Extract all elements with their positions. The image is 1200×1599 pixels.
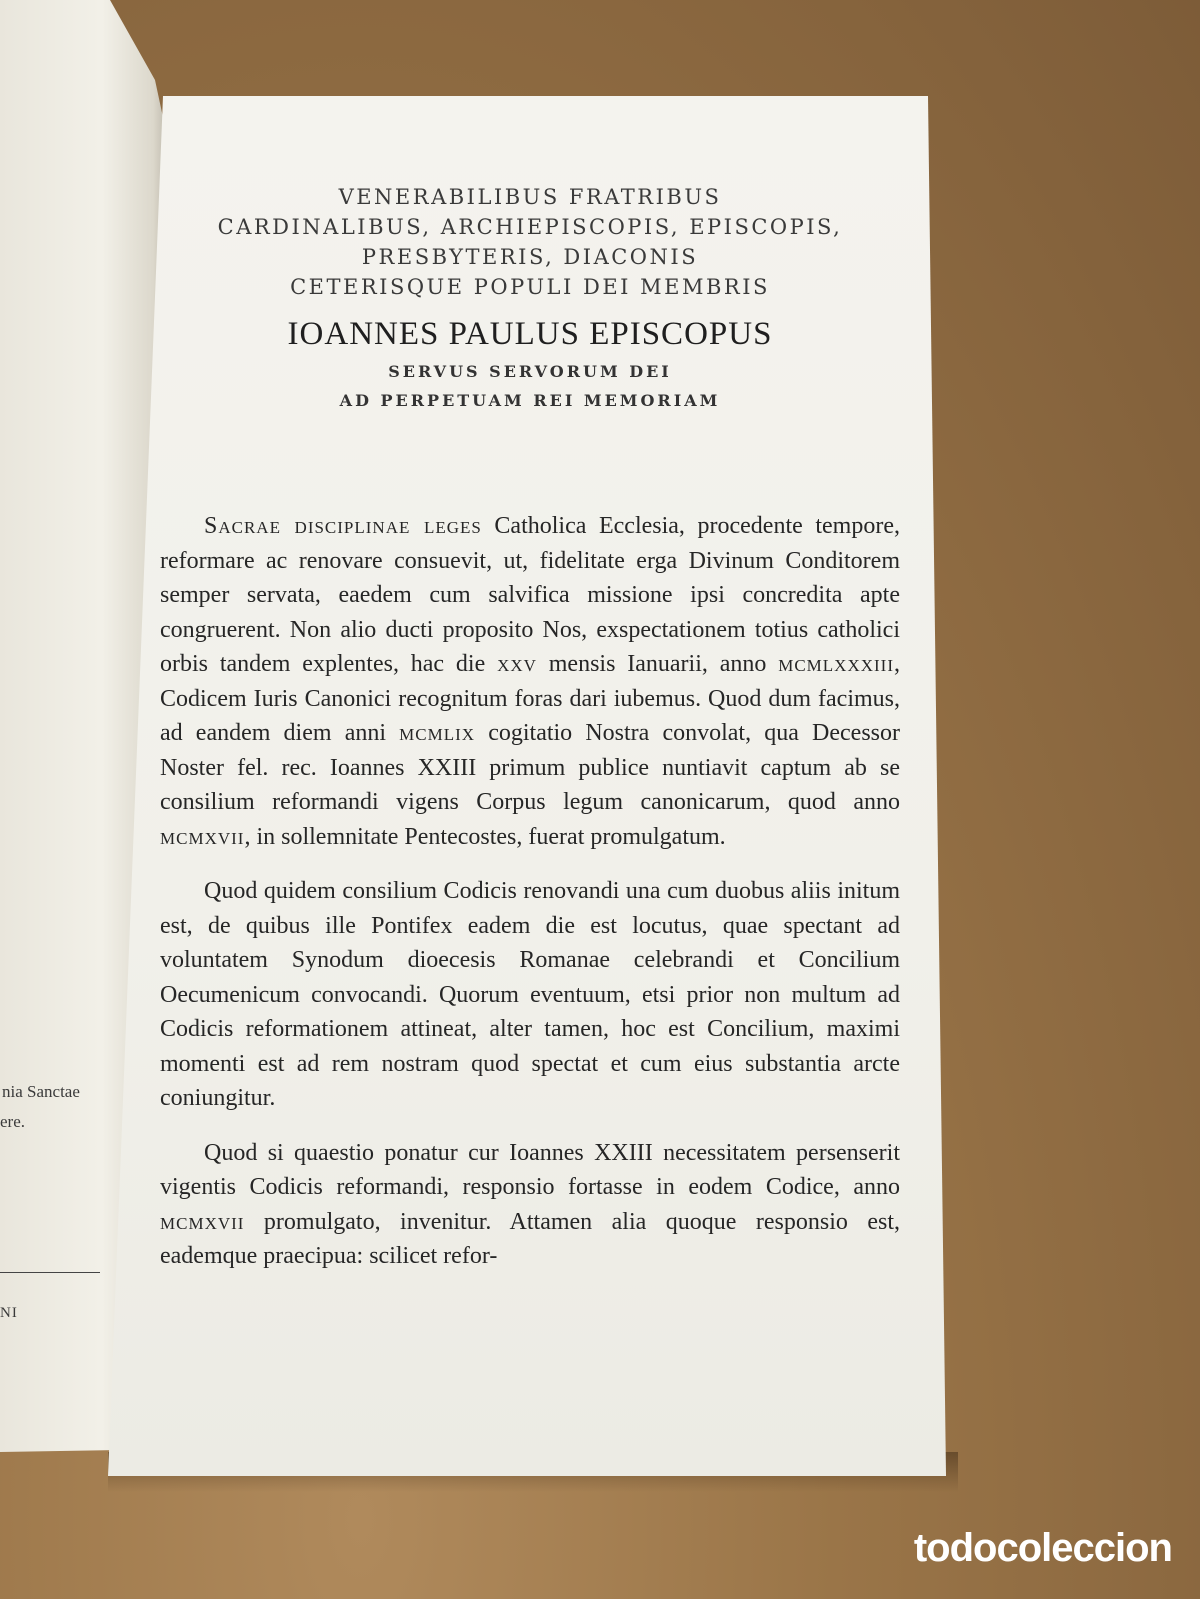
text-run: Catholica Ecclesia, procedente tempore, reformare ac renovare consuevit, ut, fidelitate erga Divinum Conditorem semper servata, eaedem cum salvifica missione ipsi concredita apte congruerent. Non alio ducti proposito Nos, exspectationem totius catholici orbis tandem explentes, hac die xyxy=(160,513,900,677)
left-page-fragment: nia Sanctae xyxy=(2,1082,80,1101)
subheading: AD PERPETUAM REI MEMORIAM xyxy=(339,391,721,410)
text-run: , in sollemnitate Pentecostes, fuerat promulgatum. xyxy=(244,823,726,850)
text-run: promulgato, invenitur. Attamen alia quoque responsio est, eademque praecipua: scilicet refor- xyxy=(160,1208,900,1269)
left-page-fragment: NI xyxy=(0,1305,18,1321)
heading-line: PRESBYTERIS, DIACONIS xyxy=(361,245,699,269)
roman-numeral: mcmlix xyxy=(399,720,476,746)
left-page-fragment: ere. xyxy=(0,1112,26,1131)
roman-numeral: mcmxvii xyxy=(160,1208,245,1235)
heading-line: VENERABILIBUS FRATRIBUS xyxy=(338,185,722,209)
author-heading: IOANNES PAULUS EPISCOPUS xyxy=(287,316,773,352)
text-run: Quod si quaestio ponatur cur Ioannes XXIII necessitatem persenserit vigentis Codicis reformandi, responsio fortasse in eodem Codice, anno xyxy=(160,1139,900,1200)
watermark-logo: todocoleccion xyxy=(913,1526,1172,1570)
paragraph-1 xyxy=(160,509,900,854)
paragraph-2: Quod quidem consilium Codicis renovandi una cum duobus aliis initum est, de quibus ille Pontifex eadem die est locutus, quae spectant ad voluntatem Synodum dioecesis Romanae celebrandi et Concilium Oecumenicum convocandi. Quorum eventuum, etsi prior non multum ad Codicis reformationem attineat, alter tamen, hoc est Concilium, maximi momenti est ad rem nostram quod spectat et cum eius substantia arcte coniungitur. xyxy=(160,878,900,1111)
page-text xyxy=(160,176,900,1274)
roman-numeral: xxv xyxy=(497,651,537,677)
subheading: SERVUS SERVORUM DEI xyxy=(388,362,672,381)
heading-line: CARDINALIBUS, ARCHIEPISCOPIS, EPISCOPIS, xyxy=(217,215,843,239)
roman-numeral: mcmlxxxiii xyxy=(778,651,894,677)
body-text xyxy=(160,509,900,1274)
text-run: mensis Ianuarii, anno xyxy=(536,651,779,677)
left-page-rule xyxy=(0,1272,100,1273)
roman-numeral: mcmxvii xyxy=(160,823,245,850)
text-run: cogitatio Nostra convolat, qua Decessor Noster fel. rec. Ioannes XXIII primum publice nuntiavit captum ab se consilium reformandi vigens Corpus legum canonicarum, quod anno xyxy=(160,720,900,815)
heading-line: CETERISQUE POPULI DEI MEMBRIS xyxy=(290,275,770,299)
text-run: , Codicem Iuris Canonici recognitum foras dari iubemus. Quod dum facimus, ad eandem diem anni xyxy=(160,651,900,746)
lead-words: Sacrae disciplinae leges xyxy=(204,513,482,539)
paragraph-3 xyxy=(160,1136,900,1274)
